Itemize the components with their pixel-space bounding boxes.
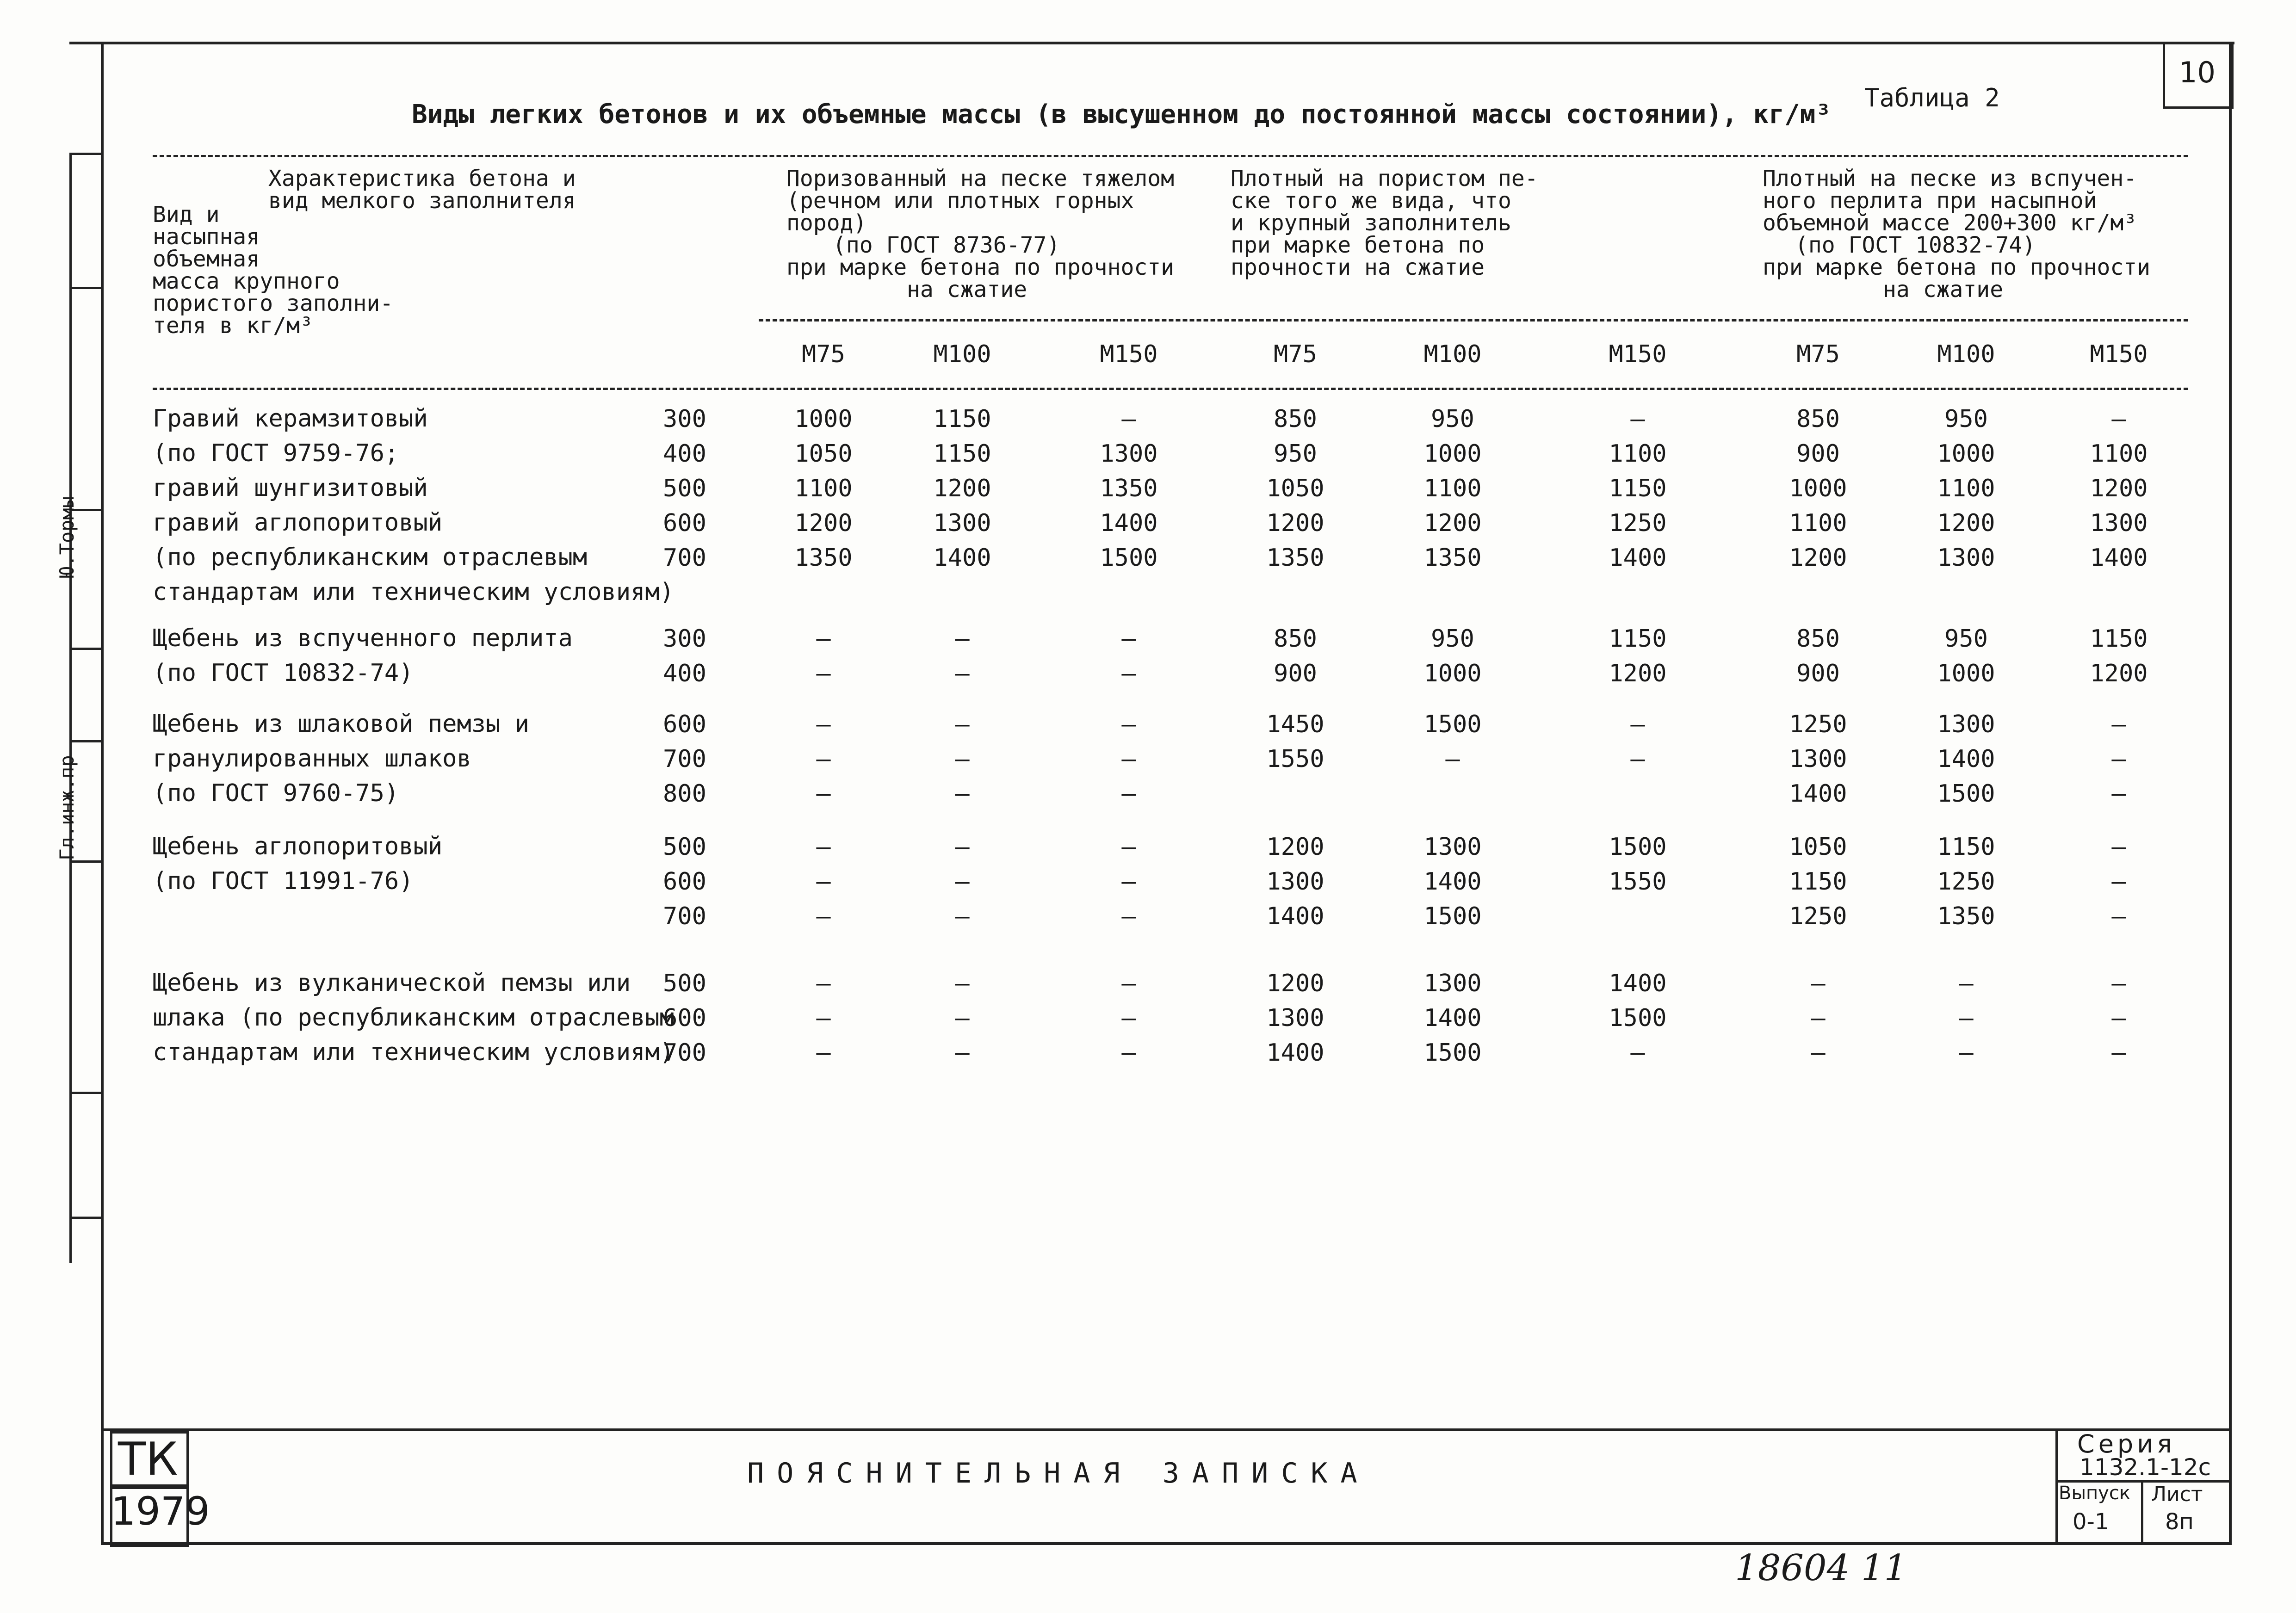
density-cell: 1350 — [794, 544, 853, 572]
mark-header: М150 — [1100, 340, 1158, 368]
sheet-value: 8п — [2165, 1509, 2194, 1535]
density-cell: – — [1630, 745, 1645, 773]
density-cell: – — [1959, 1039, 1974, 1067]
density-cell: – — [816, 1004, 831, 1032]
density-cell: – — [2111, 970, 2126, 997]
mark-header: М100 — [1937, 340, 1995, 368]
density-cell: – — [1121, 833, 1136, 861]
bulk-mass-cell: 400 — [663, 440, 706, 468]
density-cell: – — [955, 833, 970, 861]
density-cell: 1200 — [794, 509, 853, 537]
group-label-line: (по ГОСТ 11991-76) — [153, 867, 414, 895]
row-head-2: насыпная — [153, 224, 260, 250]
density-cell: – — [955, 625, 970, 653]
series-label: Серия — [2077, 1429, 2176, 1458]
bulk-mass-cell: 600 — [663, 868, 706, 896]
density-cell: 1500 — [1609, 833, 1667, 861]
density-cell: – — [1121, 660, 1136, 687]
mark-header: М75 — [1796, 340, 1840, 368]
density-cell: 1500 — [1423, 902, 1482, 930]
density-cell: 1300 — [2090, 509, 2148, 537]
density-cell: 1000 — [1937, 660, 1995, 687]
density-cell: 1200 — [1609, 660, 1667, 687]
density-cell: 1350 — [1937, 902, 1995, 930]
density-cell: 1200 — [933, 475, 991, 502]
group-label-line: гравий шунгизитовый — [153, 474, 428, 502]
density-cell: – — [1121, 625, 1136, 653]
density-cell: – — [955, 970, 970, 997]
density-cell: 1500 — [1937, 780, 1995, 808]
group-label-line: (по ГОСТ 9760-75) — [153, 779, 399, 807]
density-cell: 1000 — [794, 405, 853, 433]
density-cell: 1300 — [1937, 711, 1995, 738]
density-cell: 1150 — [933, 405, 991, 433]
density-cell: 1400 — [933, 544, 991, 572]
density-cell: 850 — [1796, 625, 1840, 653]
bulk-mass-cell: 800 — [663, 780, 706, 808]
group3-line-4: (по ГОСТ 10832-74) — [1795, 232, 2036, 258]
margin-tick — [69, 648, 102, 650]
group-label-line: стандартам или техническим условиям) — [153, 578, 675, 606]
density-cell: – — [816, 868, 831, 896]
density-cell: 1050 — [1789, 833, 1847, 861]
bulk-mass-cell: 700 — [663, 1039, 706, 1067]
density-cell: – — [1959, 1004, 1974, 1032]
density-cell: – — [816, 902, 831, 930]
density-cell: 1200 — [2090, 660, 2148, 687]
group3-line-3: объемной массе 200+300 кг/м³ — [1763, 210, 2137, 236]
density-cell: 1300 — [1266, 1004, 1324, 1032]
density-cell: 1300 — [1423, 833, 1482, 861]
frame-bottom-line — [101, 1542, 2232, 1545]
margin-stamp-name: Ю.Тормы — [56, 496, 78, 578]
page-number: 10 — [2179, 56, 2216, 89]
density-cell: 1400 — [1789, 780, 1847, 808]
density-cell: – — [2111, 902, 2126, 930]
density-cell: 1150 — [1937, 833, 1995, 861]
margin-tick — [69, 1092, 102, 1094]
margin-tick — [69, 860, 102, 863]
series-box-vertical — [2141, 1480, 2143, 1544]
density-cell: 1150 — [933, 440, 991, 468]
group-label-line: Щебень аглопоритовый — [153, 833, 443, 860]
density-cell: – — [955, 1039, 970, 1067]
density-cell: – — [1121, 405, 1136, 433]
margin-tick — [69, 153, 102, 155]
density-cell: – — [1811, 1039, 1826, 1067]
group-label-line: гравий аглопоритовый — [153, 509, 443, 537]
group3-line-1: Плотный на песке из вспучен- — [1763, 166, 2137, 192]
density-cell: – — [816, 711, 831, 738]
density-cell: 1400 — [1423, 868, 1482, 896]
density-cell: 1400 — [1609, 544, 1667, 572]
bulk-mass-cell: 500 — [663, 833, 706, 861]
bulk-mass-cell: 400 — [663, 660, 706, 687]
density-cell: 950 — [1274, 440, 1317, 468]
group1-line-3: пород) — [786, 210, 867, 236]
density-cell: – — [816, 780, 831, 808]
density-cell: 1150 — [1789, 868, 1847, 896]
density-cell: 1400 — [1609, 970, 1667, 997]
density-cell: 950 — [1431, 625, 1474, 653]
bulk-mass-cell: 600 — [663, 711, 706, 738]
density-cell: – — [1121, 1039, 1136, 1067]
series-box-left — [2055, 1428, 2058, 1544]
group2-line-2: ске того же вида, что — [1231, 188, 1511, 214]
density-cell: 1100 — [2090, 440, 2148, 468]
density-cell: 850 — [1274, 405, 1317, 433]
density-cell: 1300 — [1100, 440, 1158, 468]
mark-header: М75 — [802, 340, 845, 368]
density-cell: – — [955, 711, 970, 738]
density-cell: 1300 — [1789, 745, 1847, 773]
density-cell: 1100 — [1937, 475, 1995, 502]
row-head-4: масса крупного — [153, 268, 340, 294]
density-cell: 1200 — [1266, 509, 1324, 537]
group2-line-1: Плотный на пористом пе- — [1231, 166, 1538, 192]
density-cell: 1400 — [2090, 544, 2148, 572]
density-cell: 1400 — [1100, 509, 1158, 537]
density-cell: – — [1121, 970, 1136, 997]
density-cell: – — [955, 745, 970, 773]
group-label-line: Щебень из вулканической пемзы или — [153, 969, 631, 997]
density-cell: 1150 — [1609, 625, 1667, 653]
bulk-mass-cell: 600 — [663, 509, 706, 537]
density-cell: 950 — [1944, 625, 1988, 653]
group1-line-2: (речном или плотных горных — [786, 188, 1134, 214]
bulk-mass-cell: 700 — [663, 745, 706, 773]
table-label: Таблица 2 — [1864, 83, 2000, 112]
density-cell: 1250 — [1789, 711, 1847, 738]
header-bottom-rule — [153, 388, 2188, 390]
density-cell: 1550 — [1266, 745, 1324, 773]
density-cell: – — [1811, 970, 1826, 997]
density-cell: – — [1121, 868, 1136, 896]
density-cell: – — [816, 625, 831, 653]
mark-header: М100 — [1423, 340, 1482, 368]
frame-left-line — [101, 42, 104, 1545]
density-cell: 1400 — [1266, 902, 1324, 930]
group2-line-4: при марке бетона по — [1231, 232, 1485, 258]
density-cell: – — [1121, 745, 1136, 773]
frame-right-line — [2229, 42, 2232, 1545]
bulk-mass-cell: 700 — [663, 544, 706, 572]
density-cell: – — [1445, 745, 1460, 773]
mark-header: М75 — [1274, 340, 1317, 368]
bulk-mass-cell: 300 — [663, 405, 706, 433]
row-head-1: Вид и — [153, 202, 220, 228]
tk-label: ТК — [118, 1433, 178, 1486]
density-cell: 900 — [1274, 660, 1317, 687]
density-cell: 1500 — [1100, 544, 1158, 572]
char-title-1: Характеристика бетона и — [268, 166, 576, 192]
density-cell: – — [1630, 711, 1645, 738]
density-cell: 1100 — [1789, 509, 1847, 537]
group-label-line: Щебень из вспученного перлита — [153, 624, 573, 652]
group1-line-5: при марке бетона по прочности — [786, 254, 1175, 280]
group3-line-2: ного перлита при насыпной — [1763, 188, 2097, 214]
group-label-line: гранулированных шлаков — [153, 745, 471, 773]
density-cell: 1250 — [1609, 509, 1667, 537]
density-cell: 950 — [1944, 405, 1988, 433]
density-cell: – — [816, 833, 831, 861]
density-cell: – — [1121, 780, 1136, 808]
year-label: 1979 — [111, 1489, 210, 1534]
density-cell: 1000 — [1937, 440, 1995, 468]
density-cell: – — [1959, 970, 1974, 997]
mark-header: М150 — [1609, 340, 1667, 368]
group-label-line: (по ГОСТ 10832-74) — [153, 659, 414, 687]
density-cell: 1500 — [1423, 711, 1482, 738]
density-cell: – — [1630, 405, 1645, 433]
density-cell: – — [1121, 902, 1136, 930]
margin-tick — [69, 287, 102, 289]
density-cell: – — [1811, 1004, 1826, 1032]
density-cell: 1400 — [1266, 1039, 1324, 1067]
mark-header: М100 — [933, 340, 991, 368]
density-cell: – — [2111, 405, 2126, 433]
density-cell: 1100 — [1609, 440, 1667, 468]
density-cell: 1200 — [1423, 509, 1482, 537]
density-cell: – — [955, 902, 970, 930]
row-head-3: объемная — [153, 246, 260, 272]
density-cell: 1150 — [1609, 475, 1667, 502]
density-cell: – — [2111, 1004, 2126, 1032]
density-cell: – — [2111, 868, 2126, 896]
density-cell: 1300 — [1423, 970, 1482, 997]
density-cell: – — [2111, 711, 2126, 738]
density-cell: – — [2111, 833, 2126, 861]
density-cell: 1000 — [1423, 440, 1482, 468]
header-top-rule — [153, 155, 2188, 157]
group1-line-6: на сжатие — [907, 277, 1027, 303]
group-label-line: (по республиканским отраслевым — [153, 544, 588, 571]
density-cell: 1000 — [1423, 660, 1482, 687]
density-cell: 1250 — [1789, 902, 1847, 930]
group3-line-5: при марке бетона по прочности — [1763, 254, 2151, 280]
density-cell: – — [955, 780, 970, 808]
binding-strip-line — [69, 153, 72, 1263]
group3-line-6: на сжатие — [1883, 277, 2004, 303]
density-cell: 1200 — [1266, 833, 1324, 861]
group2-line-3: и крупный заполнитель — [1231, 210, 1511, 236]
density-cell: 1500 — [1609, 1004, 1667, 1032]
density-cell: – — [816, 745, 831, 773]
group2-line-5: прочности на сжатие — [1231, 254, 1485, 280]
sheet-label: Лист — [2151, 1483, 2203, 1506]
table-title: Виды легких бетонов и их объемные массы (в высушенном до постоянной массы состоянии), кг/м³ — [412, 99, 1832, 130]
density-cell: 1250 — [1937, 868, 1995, 896]
mark-header: М150 — [2090, 340, 2148, 368]
density-cell: 1200 — [1937, 509, 1995, 537]
frame-footer-top-line — [101, 1428, 2232, 1431]
margin-tick — [69, 740, 102, 742]
row-head-6: теля в кг/м³ — [153, 313, 313, 339]
bulk-mass-cell: 500 — [663, 475, 706, 502]
density-cell: 850 — [1796, 405, 1840, 433]
group-label-line: шлака (по республиканским отраслевым — [153, 1004, 675, 1032]
density-cell: 1050 — [794, 440, 853, 468]
density-cell: 1350 — [1100, 475, 1158, 502]
bulk-mass-cell: 600 — [663, 1004, 706, 1032]
group-label-line: (по ГОСТ 9759-76; — [153, 439, 399, 467]
density-cell: – — [816, 660, 831, 687]
density-cell: – — [1630, 1039, 1645, 1067]
group-label-line: стандартам или техническим условиям) — [153, 1038, 675, 1066]
density-cell: 1500 — [1423, 1039, 1482, 1067]
density-cell: – — [2111, 1039, 2126, 1067]
bulk-mass-cell: 700 — [663, 902, 706, 930]
density-cell: 1400 — [1937, 745, 1995, 773]
header-group-rule — [759, 319, 2188, 321]
footer-title: ПОЯСНИТЕЛЬНАЯ ЗАПИСКА — [747, 1457, 1370, 1489]
density-cell: 950 — [1431, 405, 1474, 433]
density-cell: 1200 — [2090, 475, 2148, 502]
density-cell: 1350 — [1266, 544, 1324, 572]
density-cell: – — [1121, 1004, 1136, 1032]
frame-top-line — [69, 42, 2234, 44]
density-cell: – — [2111, 780, 2126, 808]
density-cell: 1200 — [1789, 544, 1847, 572]
density-cell: 1200 — [1266, 970, 1324, 997]
density-cell: 1550 — [1609, 868, 1667, 896]
density-cell: 1350 — [1423, 544, 1482, 572]
group-label-line: Гравий керамзитовый — [153, 405, 428, 433]
density-cell: 1300 — [1266, 868, 1324, 896]
issue-label: Выпуск — [2059, 1483, 2130, 1504]
row-head-5: пористого заполни- — [153, 290, 394, 316]
density-cell: – — [955, 868, 970, 896]
density-cell: – — [955, 1004, 970, 1032]
margin-stamp-role: Гл.инж.пр — [56, 755, 78, 860]
group1-line-4: (по ГОСТ 8736-77) — [833, 232, 1060, 258]
density-cell: 1000 — [1789, 475, 1847, 502]
density-cell: – — [1121, 711, 1136, 738]
density-cell: – — [2111, 745, 2126, 773]
group-label-line: Щебень из шлаковой пемзы и — [153, 710, 529, 738]
density-cell: – — [955, 660, 970, 687]
density-cell: 1050 — [1266, 475, 1324, 502]
density-cell: 900 — [1796, 660, 1840, 687]
density-cell: – — [816, 1039, 831, 1067]
density-cell: 1100 — [1423, 475, 1482, 502]
density-cell: 1300 — [1937, 544, 1995, 572]
bulk-mass-cell: 300 — [663, 625, 706, 653]
density-cell: 1150 — [2090, 625, 2148, 653]
density-cell: 1450 — [1266, 711, 1324, 738]
density-cell: 1400 — [1423, 1004, 1482, 1032]
series-value: 1132.1-12с — [2079, 1454, 2211, 1481]
margin-tick — [69, 1217, 102, 1219]
density-cell: 900 — [1796, 440, 1840, 468]
density-cell: 850 — [1274, 625, 1317, 653]
issue-value: 0-1 — [2073, 1509, 2109, 1535]
bulk-mass-cell: 500 — [663, 970, 706, 997]
density-cell: 1100 — [794, 475, 853, 502]
char-title-2: вид мелкого заполнителя — [268, 188, 576, 214]
density-cell: – — [816, 970, 831, 997]
group1-line-1: Поризованный на песке тяжелом — [786, 166, 1175, 192]
handwritten-note: 18604 11 — [1735, 1547, 1907, 1589]
density-cell: 1300 — [933, 509, 991, 537]
